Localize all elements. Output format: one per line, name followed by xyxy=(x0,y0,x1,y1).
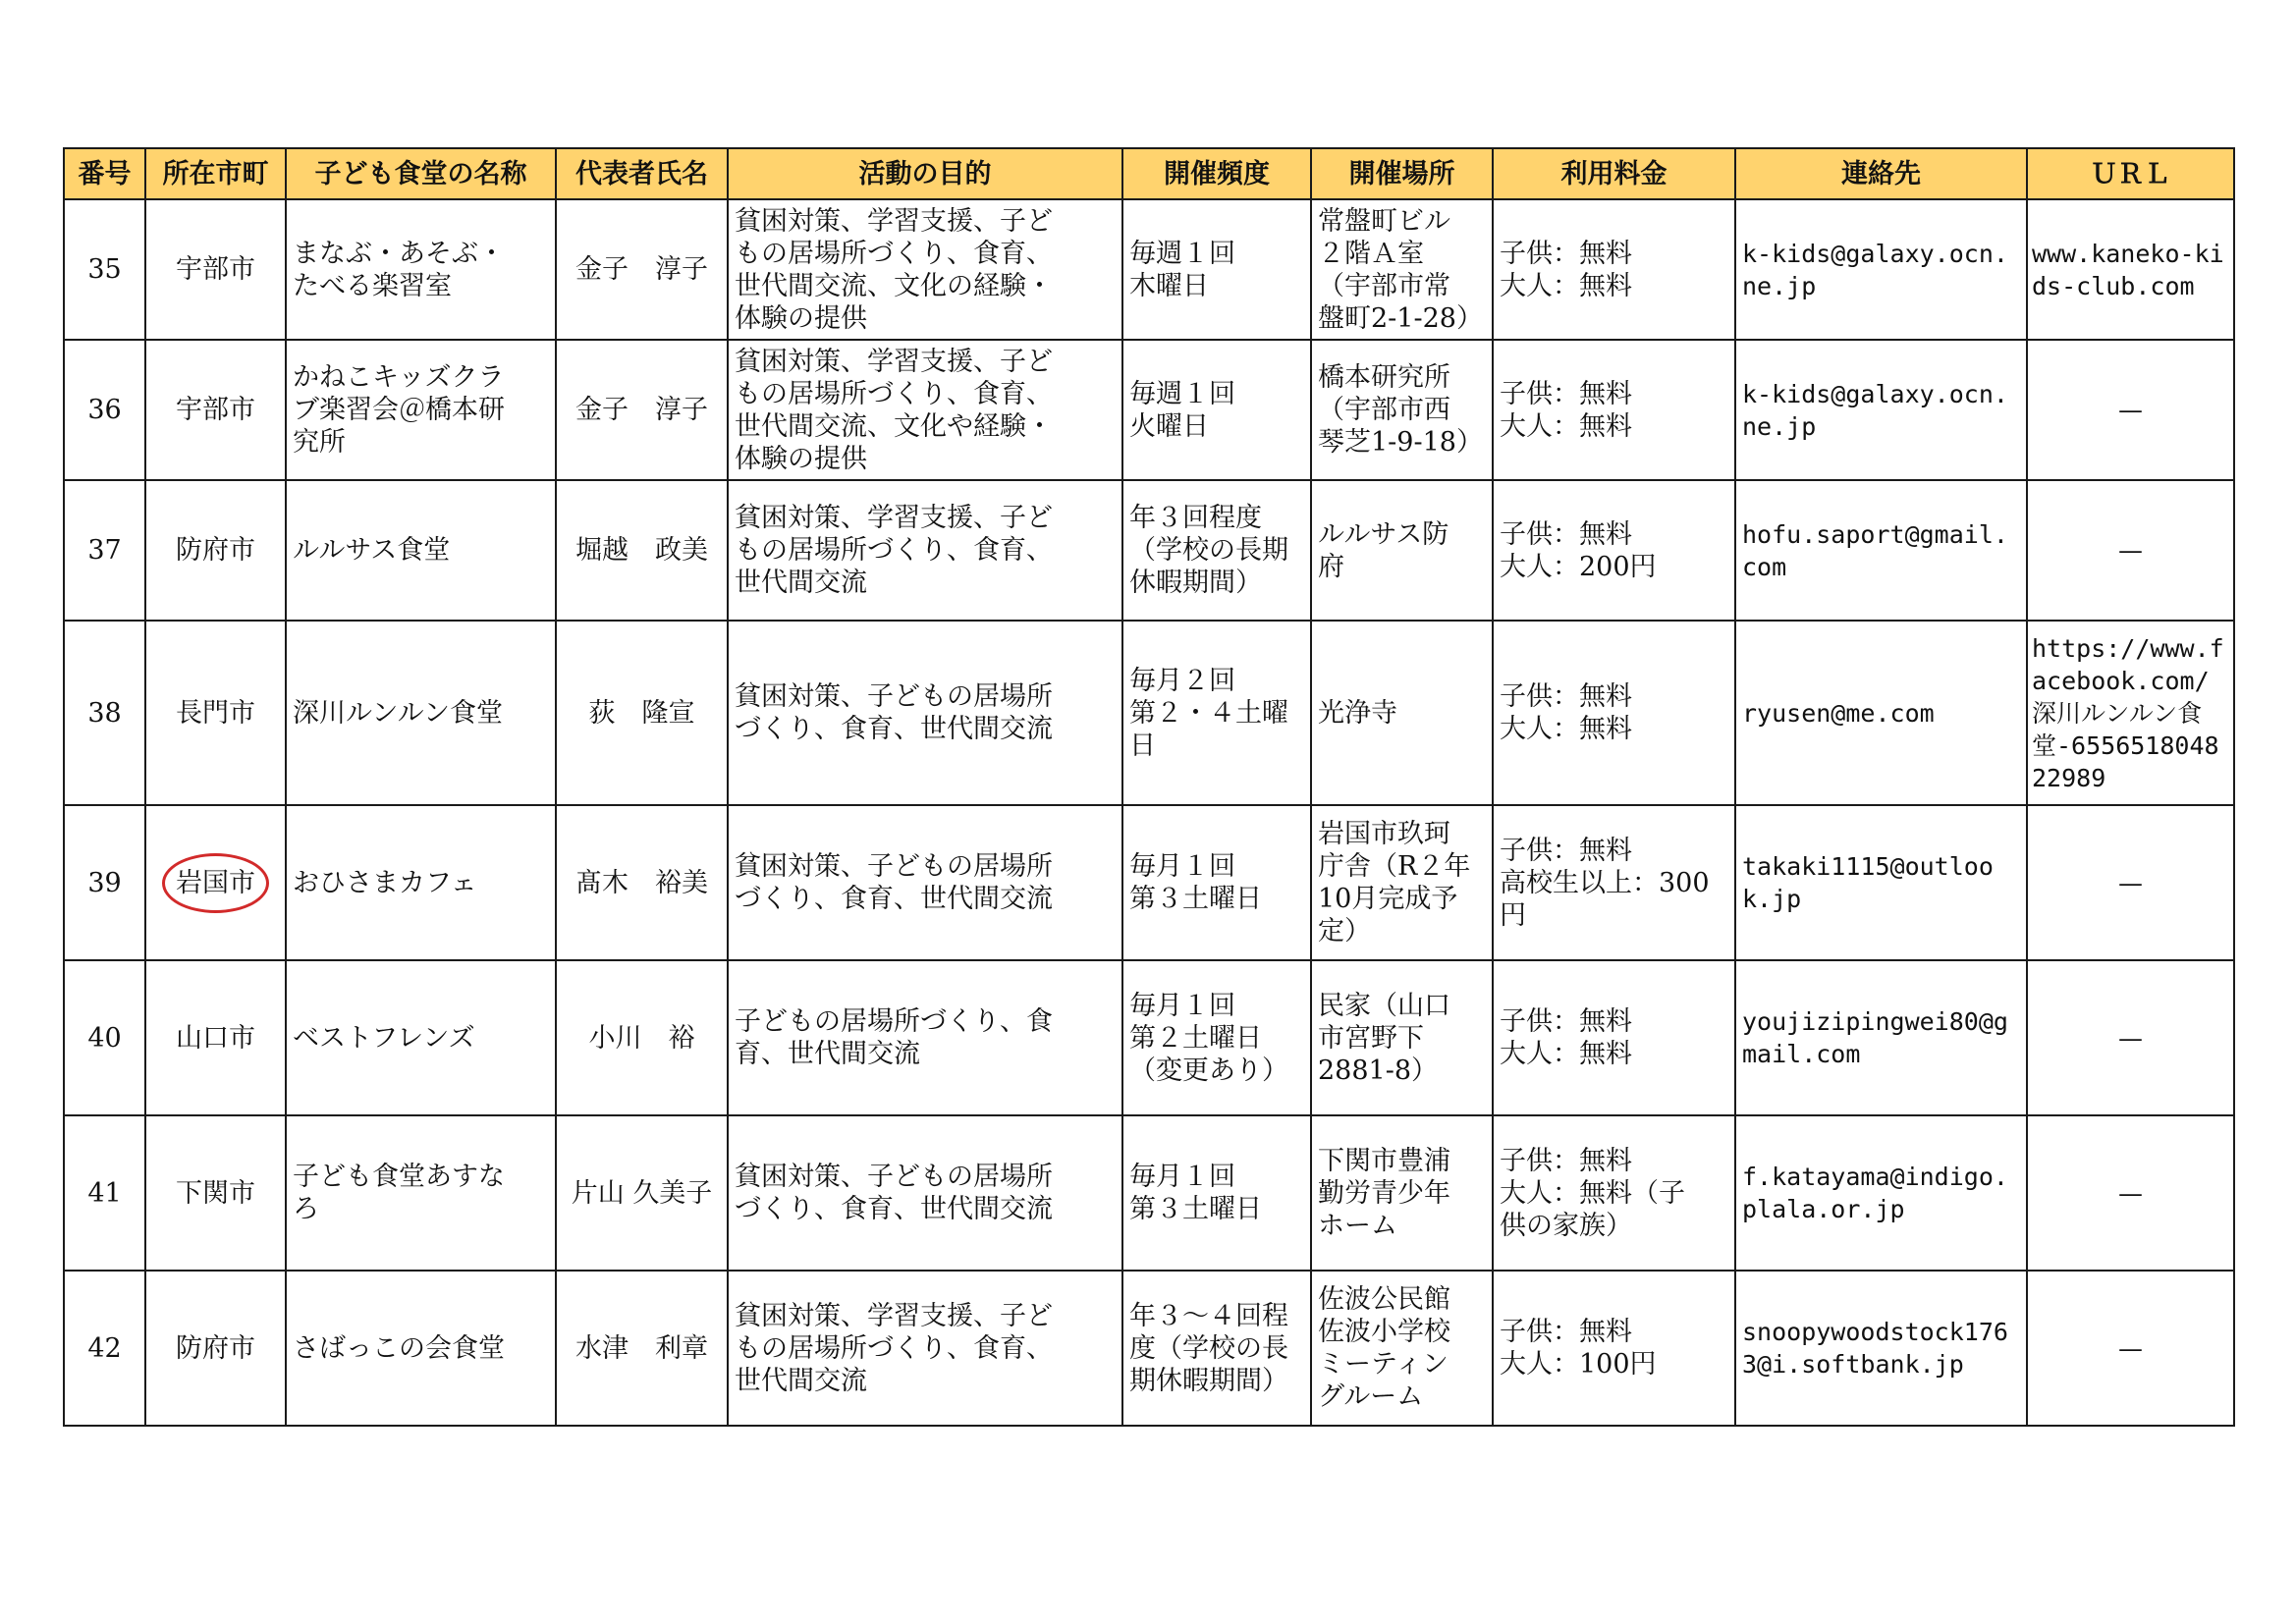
cell-city xyxy=(145,805,286,960)
cell-city xyxy=(145,480,286,621)
header-city: 所在市町 xyxy=(145,148,286,199)
cell-fee xyxy=(1493,960,1735,1115)
cell-purpose xyxy=(728,1271,1122,1426)
city-label: 宇部市 xyxy=(176,254,255,285)
cell-purpose-text: 貧困対策、学習支援、子ど もの居場所づくり、食育、 世代間交流、文化の経験・ 体験の提供 xyxy=(735,205,1053,334)
cell-contact-text: hofu.saport@gmail.com xyxy=(1742,519,2008,581)
cell-number-text: 40 xyxy=(87,1022,122,1054)
cell-frequency-text: 毎週１回 木曜日 xyxy=(1129,238,1235,301)
header-fee: 利用料金 xyxy=(1493,148,1735,199)
cell-frequency-text: 毎月１回 第３土曜日 xyxy=(1129,851,1262,914)
cell-contact-text: k-kids@galaxy.ocn.ne.jp xyxy=(1742,239,2008,300)
cell-purpose xyxy=(728,960,1122,1115)
cell-url xyxy=(2027,621,2234,805)
cell-number-text: 37 xyxy=(87,535,122,566)
cell-number-text: 35 xyxy=(87,254,122,285)
cell-shokudo-name-text: 子ども食堂あすな ろ xyxy=(293,1162,505,1224)
table-row xyxy=(64,1115,2234,1271)
cell-url-text: — xyxy=(2118,1178,2143,1208)
cell-venue xyxy=(1311,805,1493,960)
cell-representative-text: 金子 淳子 xyxy=(575,395,708,425)
cell-shokudo-name-text: ルルサス食堂 xyxy=(293,535,451,566)
cell-purpose xyxy=(728,1115,1122,1271)
cell-fee-text: 子供：無料 大人：無料（子 供の家族） xyxy=(1500,1145,1685,1241)
cell-shokudo-name xyxy=(286,805,556,960)
cell-shokudo-name xyxy=(286,1115,556,1271)
cell-venue xyxy=(1311,960,1493,1115)
cell-representative xyxy=(556,1115,728,1271)
cell-purpose-text: 貧困対策、学習支援、子ど もの居場所づくり、食育、 世代間交流 xyxy=(735,1300,1053,1396)
cell-representative xyxy=(556,621,728,805)
cell-contact-text: youjizipingwei80@gmail.com xyxy=(1742,1007,2008,1068)
cell-number-text: 36 xyxy=(87,395,122,425)
cell-purpose-text: 貧困対策、子どもの居場所 づくり、食育、世代間交流 xyxy=(735,681,1053,744)
cell-shokudo-name-text: まなぶ・あそぶ・ たべる楽習室 xyxy=(293,238,505,301)
cell-purpose-text: 貧困対策、学習支援、子ど もの居場所づくり、食育、 世代間交流 xyxy=(735,503,1053,598)
cell-frequency-text: 毎月１回 第２土曜日 （変更あり） xyxy=(1129,990,1288,1086)
cell-contact-text: takaki1115@outlook.jp xyxy=(1742,852,1994,913)
cell-url-text: https://www.facebook.com/深川ルンルン食堂-655651804822989 xyxy=(2032,633,2224,792)
cell-url xyxy=(2027,805,2234,960)
city-label: 防府市 xyxy=(176,535,255,566)
cell-city xyxy=(145,340,286,480)
header-name: 子ども食堂の名称 xyxy=(286,148,556,199)
table-row xyxy=(64,960,2234,1115)
city-label: 防府市 xyxy=(176,1332,255,1364)
cell-venue-text: 佐波公民館 佐波小学校 ミーティン グルーム xyxy=(1318,1284,1450,1412)
cell-number xyxy=(64,621,145,805)
cell-venue xyxy=(1311,480,1493,621)
cell-shokudo-name-text: おひさまカフェ xyxy=(293,867,477,898)
cell-representative-text: 片山 久美子 xyxy=(571,1177,713,1209)
cell-number-text: 42 xyxy=(87,1332,122,1364)
cell-url xyxy=(2027,199,2234,340)
cell-contact xyxy=(1735,1115,2027,1271)
cell-city xyxy=(145,1115,286,1271)
cell-number xyxy=(64,340,145,480)
cell-representative xyxy=(556,805,728,960)
header-row xyxy=(64,148,2234,199)
cell-frequency xyxy=(1122,480,1311,621)
cell-city xyxy=(145,621,286,805)
cell-fee xyxy=(1493,480,1735,621)
cell-frequency xyxy=(1122,960,1311,1115)
cell-fee xyxy=(1493,805,1735,960)
cell-contact-text: f.katayama@indigo.plala.or.jp xyxy=(1742,1163,2008,1223)
city-label: 下関市 xyxy=(176,1177,255,1209)
cell-url-text: — xyxy=(2118,868,2143,897)
cell-frequency-text: 毎月１回 第３土曜日 xyxy=(1129,1162,1262,1224)
cell-contact xyxy=(1735,199,2027,340)
cell-venue-text: 光浄寺 xyxy=(1318,697,1397,729)
cell-contact xyxy=(1735,1271,2027,1426)
cell-url xyxy=(2027,480,2234,621)
cell-purpose-text: 貧困対策、子どもの居場所 づくり、食育、世代間交流 xyxy=(735,851,1053,914)
cell-representative-text: 荻 隆宣 xyxy=(588,697,695,729)
cell-url-text: — xyxy=(2118,1023,2143,1053)
cell-purpose-text: 貧困対策、学習支援、子ど もの居場所づくり、食育、 世代間交流、文化や経験・ 体験の提供 xyxy=(735,346,1053,474)
cell-city xyxy=(145,1271,286,1426)
cell-contact xyxy=(1735,480,2027,621)
cell-number-text: 38 xyxy=(87,697,122,729)
cell-url-text: — xyxy=(2118,396,2143,424)
cell-shokudo-name-text: 深川ルンルン食堂 xyxy=(293,697,503,729)
cell-frequency-text: 毎週１回 火曜日 xyxy=(1129,378,1235,442)
cell-contact-text: snoopywoodstock1763@i.softbank.jp xyxy=(1742,1318,2008,1379)
cell-shokudo-name xyxy=(286,621,556,805)
cell-fee xyxy=(1493,1115,1735,1271)
cell-shokudo-name xyxy=(286,960,556,1115)
cell-frequency xyxy=(1122,1271,1311,1426)
cell-frequency-text: 年３回程度 （学校の長期 休暇期間） xyxy=(1129,503,1288,598)
cell-purpose-text: 子どもの居場所づくり、食 育、世代間交流 xyxy=(735,1006,1053,1069)
header-purpose: 活動の目的 xyxy=(728,148,1122,199)
cell-purpose-text: 貧困対策、子どもの居場所 づくり、食育、世代間交流 xyxy=(735,1162,1053,1224)
red-circle-mark xyxy=(162,853,269,913)
cell-contact xyxy=(1735,805,2027,960)
cell-frequency-text: 年３～４回程 度（学校の長 期休暇期間） xyxy=(1129,1300,1288,1396)
cell-number xyxy=(64,960,145,1115)
cell-venue-text: 民家（山口 市宮野下 2881-8） xyxy=(1318,990,1450,1086)
cell-contact-text: ryusen@me.com xyxy=(1742,698,1935,728)
cell-representative-text: 水津 利章 xyxy=(575,1332,708,1364)
cell-venue xyxy=(1311,199,1493,340)
cell-shokudo-name-text: さばっこの会食堂 xyxy=(293,1332,505,1364)
table-row xyxy=(64,1271,2234,1426)
cell-frequency xyxy=(1122,621,1311,805)
cell-venue-text: 岩国市玖珂 庁舎（R２年 10月完成予 定） xyxy=(1318,819,1471,947)
cell-shokudo-name xyxy=(286,199,556,340)
cell-representative-text: 堀越 政美 xyxy=(575,535,708,566)
cell-city xyxy=(145,199,286,340)
cell-url-text: — xyxy=(2118,1333,2143,1363)
cell-fee-text: 子供：無料 高校生以上：300 円 xyxy=(1500,835,1710,931)
cell-number xyxy=(64,1115,145,1271)
cell-number xyxy=(64,1271,145,1426)
table-row xyxy=(64,805,2234,960)
cell-fee-text: 子供：無料 大人：200円 xyxy=(1500,518,1657,582)
header-venue: 開催場所 xyxy=(1311,148,1493,199)
cell-number xyxy=(64,199,145,340)
cell-purpose xyxy=(728,480,1122,621)
cell-fee-text: 子供：無料 大人：無料 xyxy=(1500,681,1632,744)
cell-fee xyxy=(1493,1271,1735,1426)
cell-url xyxy=(2027,1115,2234,1271)
cell-venue xyxy=(1311,621,1493,805)
header-contact: 連絡先 xyxy=(1735,148,2027,199)
city-label: 宇部市 xyxy=(176,395,255,425)
header-representative: 代表者氏名 xyxy=(556,148,728,199)
cell-fee-text: 子供：無料 大人：無料 xyxy=(1500,238,1632,301)
cell-venue-text: ルルサス防 府 xyxy=(1318,518,1449,582)
cell-contact xyxy=(1735,960,2027,1115)
cell-fee-text: 子供：無料 大人：無料 xyxy=(1500,1006,1632,1069)
cell-fee xyxy=(1493,340,1735,480)
cell-shokudo-name xyxy=(286,340,556,480)
cell-representative-text: 金子 淳子 xyxy=(575,254,708,285)
cell-representative xyxy=(556,960,728,1115)
cell-purpose xyxy=(728,805,1122,960)
cell-venue xyxy=(1311,340,1493,480)
cell-venue-text: 下関市豊浦 勤労青少年 ホーム xyxy=(1318,1145,1450,1241)
cell-representative-text: 小川 裕 xyxy=(588,1022,695,1054)
cell-number xyxy=(64,805,145,960)
cell-contact xyxy=(1735,621,2027,805)
cell-url xyxy=(2027,340,2234,480)
cell-contact-text: k-kids@galaxy.ocn.ne.jp xyxy=(1742,379,2008,441)
table-row xyxy=(64,340,2234,480)
cell-purpose xyxy=(728,340,1122,480)
cell-representative xyxy=(556,199,728,340)
cell-contact xyxy=(1735,340,2027,480)
cell-purpose xyxy=(728,199,1122,340)
cell-representative xyxy=(556,480,728,621)
cell-venue xyxy=(1311,1271,1493,1426)
cell-frequency-text: 毎月２回 第２・４土曜 日 xyxy=(1129,665,1288,761)
cell-representative xyxy=(556,1271,728,1426)
cell-url-text: www.kaneko-kids-club.com xyxy=(2032,239,2224,300)
cell-url xyxy=(2027,1271,2234,1426)
cell-city xyxy=(145,960,286,1115)
cell-number-text: 41 xyxy=(87,1177,122,1209)
cell-url-text: — xyxy=(2118,536,2143,565)
city-label: 長門市 xyxy=(176,697,255,729)
cell-shokudo-name xyxy=(286,1271,556,1426)
cell-url xyxy=(2027,960,2234,1115)
cell-representative-text: 髙木 裕美 xyxy=(575,867,708,898)
cell-frequency xyxy=(1122,805,1311,960)
cell-frequency xyxy=(1122,340,1311,480)
header-url: ＵＲＬ xyxy=(2027,148,2234,199)
cell-purpose xyxy=(728,621,1122,805)
city-label: 岩国市 xyxy=(176,867,255,899)
cell-shokudo-name-text: かねこキッズクラ ブ楽習会＠橋本研 究所 xyxy=(293,362,505,458)
cell-venue-text: 橋本研究所 （宇部市西 琴芝1-9-18） xyxy=(1318,362,1483,458)
cell-fee-text: 子供：無料 大人：100円 xyxy=(1500,1317,1657,1380)
cell-fee-text: 子供：無料 大人：無料 xyxy=(1500,378,1632,442)
cell-shokudo-name xyxy=(286,480,556,621)
table-row xyxy=(64,621,2234,805)
cell-representative xyxy=(556,340,728,480)
kodomo-shokudo-table xyxy=(63,147,2235,1427)
table-row xyxy=(64,480,2234,621)
cell-number-text: 39 xyxy=(87,867,122,898)
cell-venue xyxy=(1311,1115,1493,1271)
cell-frequency xyxy=(1122,199,1311,340)
table-body xyxy=(64,199,2234,1426)
cell-number xyxy=(64,480,145,621)
cell-shokudo-name-text: ベストフレンズ xyxy=(293,1022,475,1054)
cell-venue-text: 常盤町ビル ２階Ａ室 （宇部市常 盤町2-1-28） xyxy=(1318,205,1483,334)
city-label: 山口市 xyxy=(176,1022,255,1054)
cell-fee xyxy=(1493,199,1735,340)
header-number: 番号 xyxy=(64,148,145,199)
header-frequency: 開催頻度 xyxy=(1122,148,1311,199)
table-row xyxy=(64,199,2234,340)
cell-frequency xyxy=(1122,1115,1311,1271)
cell-fee xyxy=(1493,621,1735,805)
